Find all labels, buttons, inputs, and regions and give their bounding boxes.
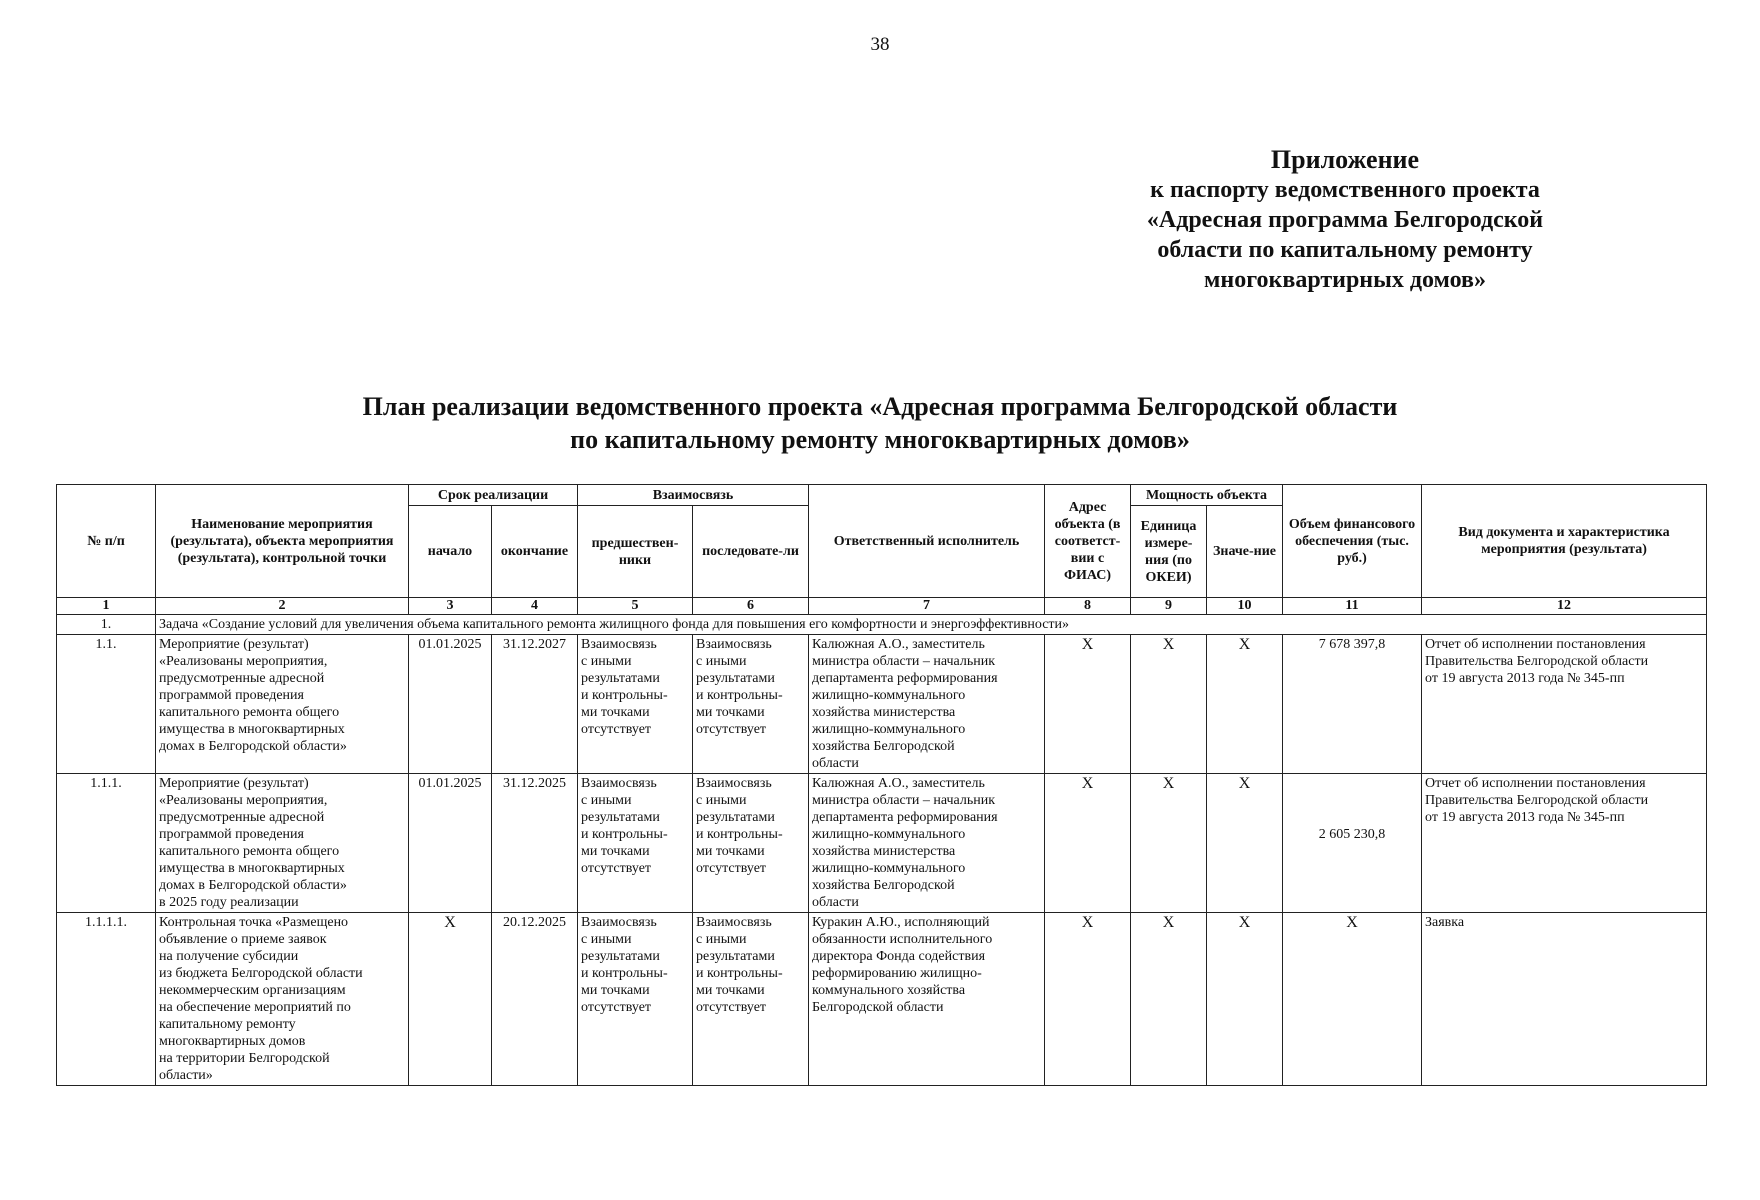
table-row [57, 635, 1707, 774]
row-responsible-line: министра области – начальник [812, 654, 996, 669]
row-predecessors-line: отсутствует [581, 722, 652, 737]
row-document-line: от 19 августа 2013 года № 345-пп [1425, 671, 1625, 686]
row-responsible-line: жилищно-коммунального [812, 688, 966, 703]
row-predecessors-line: результатами [581, 949, 660, 964]
row-predecessors-line: отсутствует [581, 861, 652, 876]
row-responsible-line: области [812, 895, 859, 910]
row-successors-line: с иными [696, 932, 747, 947]
row-successors-line: Взаимосвязь [696, 776, 772, 791]
row-successors-line: с иными [696, 793, 747, 808]
row-successors [693, 913, 809, 1086]
row-successors-line: результатами [696, 949, 775, 964]
task-text: Задача «Создание условий для увеличения объема капитального ремонта жилищного фонда для повышения его комфортности и энергоэффективности» [156, 615, 1707, 635]
task-row [57, 615, 1707, 635]
row-successors-line: с иными [696, 654, 747, 669]
row-name-line: на обеспечение мероприятий по [159, 1000, 351, 1015]
row-responsible-line: жилищно-коммунального [812, 827, 966, 842]
column-number: 4 [492, 598, 578, 615]
header-name: Наименование мероприятия (результата), объекта мероприятия (результата), контрольной точки [156, 485, 409, 598]
appendix-line: к паспорту ведомственного проекта [1150, 177, 1540, 203]
row-predecessors-line: результатами [581, 671, 660, 686]
row-name-line: предусмотренные адресной [159, 810, 325, 825]
row-document-line: Правительства Белгородской области [1425, 793, 1649, 808]
column-number: 11 [1283, 598, 1422, 615]
row-predecessors-line: результатами [581, 810, 660, 825]
row-num: 1.1. [57, 635, 156, 774]
table-row [57, 774, 1707, 913]
header-relation: Взаимосвязь [578, 485, 809, 506]
row-name [156, 635, 409, 774]
row-responsible-line: жилищно-коммунального [812, 861, 966, 876]
row-successors-line: отсутствует [696, 722, 767, 737]
plan-title-line: по капитальному ремонту многоквартирных домов» [570, 425, 1190, 454]
plan-title [230, 390, 1530, 456]
row-responsible-line: Белгородской области [812, 1000, 944, 1015]
row-responsible-line: директора Фонда содействия [812, 949, 986, 964]
row-name-line: «Реализованы мероприятия, [159, 793, 328, 808]
row-address: X [1045, 774, 1131, 913]
row-name-line: на территории Белгородской [159, 1051, 330, 1066]
row-end: 20.12.2025 [492, 913, 578, 1086]
row-name-line: объявление о приеме заявок [159, 932, 327, 947]
column-number: 3 [409, 598, 492, 615]
header-address: Адрес объекта (в соответст-вии с ФИАС) [1045, 485, 1131, 598]
column-number: 5 [578, 598, 693, 615]
row-responsible-line: департамента реформирования [812, 810, 998, 825]
row-value: X [1207, 913, 1283, 1086]
row-financing: 7 678 397,8 [1283, 635, 1422, 774]
row-responsible-line: департамента реформирования [812, 671, 998, 686]
row-successors-line: ми точками [696, 844, 765, 859]
row-document-line: от 19 августа 2013 года № 345-пп [1425, 810, 1625, 825]
column-number: 10 [1207, 598, 1283, 615]
row-document [1422, 635, 1707, 774]
row-num: 1.1.1. [57, 774, 156, 913]
row-predecessors-line: с иными [581, 793, 632, 808]
header-value: Значе-ние [1207, 506, 1283, 598]
row-responsible-line: хозяйства министерства [812, 844, 956, 859]
header-start: начало [409, 506, 492, 598]
header-responsible: Ответственный исполнитель [809, 485, 1045, 598]
header-period: Срок реализации [409, 485, 578, 506]
header-end: окончание [492, 506, 578, 598]
row-value: X [1207, 774, 1283, 913]
row-unit: X [1131, 913, 1207, 1086]
row-successors-line: ми точками [696, 983, 765, 998]
row-responsible-line: Калюжная А.О., заместитель [812, 637, 985, 652]
task-num: 1. [57, 615, 156, 635]
row-financing: 2 605 230,8 [1283, 774, 1422, 913]
row-responsible-line: обязанности исполнительного [812, 932, 993, 947]
row-document [1422, 774, 1707, 913]
row-predecessors [578, 774, 693, 913]
row-successors-line: отсутствует [696, 861, 767, 876]
row-name-line: имущества в многоквартирных [159, 722, 345, 737]
row-name-line: капитального ремонта общего [159, 705, 340, 720]
row-successors-line: результатами [696, 671, 775, 686]
row-name-line: капитального ремонта общего [159, 844, 340, 859]
row-name-line: из бюджета Белгородской области [159, 966, 363, 981]
appendix-line: многоквартирных домов» [1204, 267, 1486, 293]
row-name [156, 774, 409, 913]
row-address: X [1045, 635, 1131, 774]
row-responsible-line: Калюжная А.О., заместитель [812, 776, 985, 791]
row-predecessors-line: ми точками [581, 705, 650, 720]
header-successors: последовате-ли [693, 506, 809, 598]
row-predecessors-line: Взаимосвязь [581, 776, 657, 791]
row-predecessors-line: Взаимосвязь [581, 915, 657, 930]
row-successors-line: результатами [696, 810, 775, 825]
row-name-line: имущества в многоквартирных [159, 861, 345, 876]
row-predecessors-line: ми точками [581, 983, 650, 998]
header-num: № п/п [57, 485, 156, 598]
row-address: X [1045, 913, 1131, 1086]
row-value: X [1207, 635, 1283, 774]
row-successors-line: и контрольны- [696, 688, 783, 703]
row-unit: X [1131, 635, 1207, 774]
row-name-line: Мероприятие (результат) [159, 776, 309, 791]
row-responsible [809, 913, 1045, 1086]
row-predecessors-line: с иными [581, 654, 632, 669]
column-number: 7 [809, 598, 1045, 615]
page-number: 38 [870, 34, 890, 55]
column-number: 2 [156, 598, 409, 615]
row-successors [693, 635, 809, 774]
header-predecessors: предшествен-ники [578, 506, 693, 598]
row-end: 31.12.2025 [492, 774, 578, 913]
row-document-line: Отчет об исполнении постановления [1425, 637, 1646, 652]
row-name-line: программой проведения [159, 827, 304, 842]
row-predecessors-line: с иными [581, 932, 632, 947]
column-number: 9 [1131, 598, 1207, 615]
row-predecessors-line: и контрольны- [581, 827, 668, 842]
row-successors-line: Взаимосвязь [696, 915, 772, 930]
row-responsible [809, 635, 1045, 774]
column-number: 8 [1045, 598, 1131, 615]
row-predecessors-line: отсутствует [581, 1000, 652, 1015]
row-unit: X [1131, 774, 1207, 913]
column-number: 1 [57, 598, 156, 615]
row-name-line: на получение субсидии [159, 949, 299, 964]
appendix-header [1110, 145, 1580, 295]
row-predecessors [578, 913, 693, 1086]
table-row [57, 913, 1707, 1086]
row-responsible-line: жилищно-коммунального [812, 722, 966, 737]
row-name-line: многоквартирных домов [159, 1034, 306, 1049]
row-name-line: программой проведения [159, 688, 304, 703]
row-responsible-line: Куракин А.Ю., исполняющий [812, 915, 990, 930]
row-responsible-line: министра области – начальник [812, 793, 996, 808]
row-name-line: Мероприятие (результат) [159, 637, 309, 652]
row-name-line: домах в Белгородской области» [159, 739, 347, 754]
header-unit: Единица измере-ния (по ОКЕИ) [1131, 506, 1207, 598]
appendix-line: «Адресная программа Белгородской [1146, 207, 1544, 233]
header-row-1 [57, 485, 1707, 506]
row-successors [693, 774, 809, 913]
appendix-line: области по капитальному ремонту [1157, 237, 1533, 263]
row-predecessors-line: и контрольны- [581, 966, 668, 981]
header-document: Вид документа и характеристика мероприятия (результата) [1422, 485, 1707, 598]
row-name-line: некоммерческим организациям [159, 983, 346, 998]
row-document-line: Правительства Белгородской области [1425, 654, 1649, 669]
row-predecessors-line: Взаимосвязь [581, 637, 657, 652]
row-name-line: области» [159, 1068, 213, 1083]
row-name-line: в 2025 году реализации [159, 895, 299, 910]
column-number: 6 [693, 598, 809, 615]
row-start: 01.01.2025 [409, 774, 492, 913]
row-document [1422, 913, 1707, 1086]
row-predecessors [578, 635, 693, 774]
row-successors-line: ми точками [696, 705, 765, 720]
row-successors-line: Взаимосвязь [696, 637, 772, 652]
row-predecessors-line: и контрольны- [581, 688, 668, 703]
row-successors-line: и контрольны- [696, 966, 783, 981]
row-start: X [409, 913, 492, 1086]
row-predecessors-line: ми точками [581, 844, 650, 859]
row-name-line: «Реализованы мероприятия, [159, 654, 328, 669]
appendix-line: Приложение [1270, 145, 1420, 174]
header-financing: Объем финансового обеспечения (тыс. руб.) [1283, 485, 1422, 598]
row-responsible-line: хозяйства Белгородской [812, 878, 955, 893]
implementation-plan-table [56, 484, 1707, 1086]
column-numbers-row [57, 598, 1707, 615]
row-responsible-line: области [812, 756, 859, 771]
plan-title-line: План реализации ведомственного проекта «Адресная программа Белгородской области [362, 392, 1398, 421]
row-responsible [809, 774, 1045, 913]
row-name-line: капитальному ремонту [159, 1017, 296, 1032]
row-successors-line: и контрольны- [696, 827, 783, 842]
header-capacity: Мощность объекта [1131, 485, 1283, 506]
row-successors-line: отсутствует [696, 1000, 767, 1015]
row-responsible-line: хозяйства Белгородской [812, 739, 955, 754]
row-name-line: домах в Белгородской области» [159, 878, 347, 893]
row-end: 31.12.2027 [492, 635, 578, 774]
row-responsible-line: коммунального хозяйства [812, 983, 966, 998]
row-name-line: предусмотренные адресной [159, 671, 325, 686]
row-num: 1.1.1.1. [57, 913, 156, 1086]
column-number: 12 [1422, 598, 1707, 615]
row-name-line: Контрольная точка «Размещено [159, 915, 349, 930]
row-document-line: Отчет об исполнении постановления [1425, 776, 1646, 791]
row-responsible-line: хозяйства министерства [812, 705, 956, 720]
row-responsible-line: реформированию жилищно- [812, 966, 982, 981]
row-financing: X [1283, 913, 1422, 1086]
row-start: 01.01.2025 [409, 635, 492, 774]
row-document-line: Заявка [1425, 915, 1465, 930]
row-name [156, 913, 409, 1086]
